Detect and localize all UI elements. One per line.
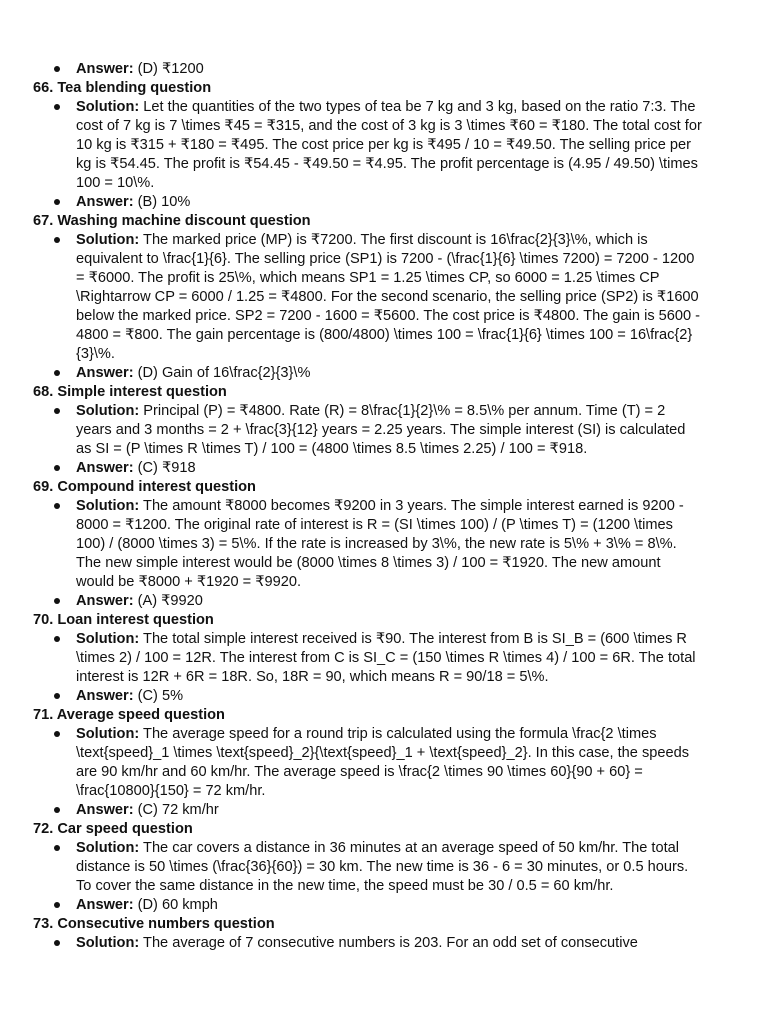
question-title: 66. Tea blending question: [33, 80, 212, 96]
solution-text: The car covers a distance in 36 minutes at an average speed of 50 km/hr. The total distance is 50 \times (\frac{36}{60}) = 30 km. The new time is 36 - 6 = 30 minutes, or 0.5 hours. To cover the same distance in the new time, the speed must be 30 / 0.5 = 60 km/hr.: [76, 840, 689, 894]
solution-item: [76, 725, 702, 801]
answer-text: (B) 10%: [137, 194, 191, 210]
answer-label: Answer:: [76, 897, 134, 913]
answer-item: [76, 193, 702, 212]
answer-label: Answer:: [76, 688, 134, 704]
solution-item: [76, 231, 702, 364]
solution-label: Solution:: [76, 99, 140, 115]
solution-item: [76, 630, 702, 687]
answer-label: Answer:: [76, 593, 134, 609]
solution-text: The total simple interest received is ₹90. The interest from B is SI_B = (600 \times R \times 2) / 100 = 12R. The interest from C is SI_C = (150 \times R \times 4) / 100 = 6R. The total interest is 12R + 6R = 18R. So, 18R = 90, which means R = 90/18 = 5\%.: [76, 631, 696, 685]
solution-text: The marked price (MP) is ₹7200. The first discount is 16\frac{2}{3}\%, which is equivalent to \frac{1}{6}. The selling price (SP1) is 7200 - (\frac{1}{6} \times 7200) = 7200 - 1200 = ₹6000. The profit is 25\%, which means SP1 = 1.25 \times CP, so 6000 = 1.25 \times CP \Rightarrow CP = 6000 / 1.25 = ₹4800. For the second scenario, the selling price (SP2) is ₹1600 below the marked price. SP2 = 7200 - 1600 = ₹5600. The cost price is ₹4800. The gain is 5600 - 4800 = ₹800. The gain percentage is (800/4800) \times 100 = \frac{1}{6} \times 100 = 16\frac{2}{3}\%.: [76, 232, 701, 362]
bullet-icon: [54, 465, 60, 471]
bullet-icon: [54, 66, 60, 72]
answer-item: [76, 592, 702, 611]
question-title: 73. Consecutive numbers question: [33, 916, 275, 932]
bullet-icon: [54, 902, 60, 908]
question-title: 69. Compound interest question: [33, 479, 256, 495]
solution-label: Solution:: [76, 840, 140, 856]
bullet-icon: [54, 199, 60, 205]
solution-label: Solution:: [76, 631, 140, 647]
answer-label: Answer:: [76, 802, 134, 818]
solution-label: Solution:: [76, 403, 140, 419]
answer-text: (D) 60 kmph: [137, 897, 218, 913]
answer-item: [76, 687, 702, 706]
bullet-icon: [54, 940, 60, 946]
bullet-icon: [54, 598, 60, 604]
solution-item: [76, 402, 702, 459]
solution-text: The amount ₹8000 becomes ₹9200 in 3 years. The simple interest earned is 9200 - 8000 = ₹1200. The original rate of interest is R = (SI \times 100) / (P \times T) = (1200 \times 100) / (8000 \times 3) = 5\%. If the rate is increased by 3\%, the new rate is 5\% + 3\% = 8\%. The new simple interest would be (8000 \times 8 \times 3) / 100 = ₹1920. The new amount would be ₹8000 + ₹1920 = ₹9920.: [76, 498, 684, 590]
solution-label: Solution:: [76, 498, 140, 514]
answer-item: [76, 459, 702, 478]
bullet-icon: [54, 807, 60, 813]
solution-label: Solution:: [76, 935, 140, 951]
solution-item: [76, 98, 702, 193]
solution-label: Solution:: [76, 726, 140, 742]
answer-item: [76, 801, 702, 820]
bullet-icon: [54, 693, 60, 699]
answer-item: [76, 60, 702, 79]
solution-text: The average speed for a round trip is calculated using the formula \frac{2 \times \text{speed}_1 \times \text{speed}_2}{\text{speed}_1 + \text{speed}_2}. In this case, the speeds are 90 km/hr and 60 km/hr. The average speed is \frac{2 \times 90 \times 60}{90 + 60} = \frac{10800}{150} = 72 km/hr.: [76, 726, 690, 799]
answer-label: Answer:: [76, 61, 134, 77]
solution-item: [76, 497, 702, 592]
bullet-icon: [54, 731, 60, 737]
answer-label: Answer:: [76, 460, 134, 476]
answer-item: [76, 364, 702, 383]
bullet-icon: [54, 408, 60, 414]
answer-text: (C) 5%: [137, 688, 184, 704]
question-title: 70. Loan interest question: [33, 612, 214, 628]
answer-label: Answer:: [76, 365, 134, 381]
question-title: 67. Washing machine discount question: [33, 213, 311, 229]
question-title: 72. Car speed question: [33, 821, 193, 837]
solution-item: [76, 934, 702, 953]
solution-text: The average of 7 consecutive numbers is 203. For an odd set of consecutive: [143, 935, 638, 951]
bullet-icon: [54, 237, 60, 243]
bullet-icon: [54, 845, 60, 851]
answer-label: Answer:: [76, 194, 134, 210]
bullet-icon: [54, 104, 60, 110]
answer-text: (A) ₹9920: [137, 593, 203, 609]
solution-item: [76, 839, 702, 896]
solution-label: Solution:: [76, 232, 140, 248]
bullet-icon: [54, 503, 60, 509]
bullet-icon: [54, 636, 60, 642]
question-title: 71. Average speed question: [33, 707, 225, 723]
solution-text: Principal (P) = ₹4800. Rate (R) = 8\frac{1}{2}\% = 8.5\% per annum. Time (T) = 2 years and 3 months = 2 + \frac{3}{12} years = 2.25 years. The simple interest (SI) is calculated as SI = (P \times R \times T) / 100 = (4800 \times 8.5 \times 2.25) / 100 = ₹918.: [76, 403, 686, 457]
answer-text: (D) ₹1200: [137, 61, 204, 77]
bullet-icon: [54, 370, 60, 376]
solution-text: Let the quantities of the two types of tea be 7 kg and 3 kg, based on the ratio 7:3. The cost of 7 kg is 7 \times ₹45 = ₹315, and the cost of 3 kg is 3 \times ₹60 = ₹180. The total cost for 10 kg is ₹315 + ₹180 = ₹495. The cost price per kg is ₹495 / 10 = ₹49.50. The selling price per kg is ₹54.45. The profit is ₹54.45 - ₹49.50 = ₹4.95. The profit percentage is (4.95 / 49.50) \times 100 = 10\%.: [76, 99, 702, 191]
answer-text: (C) 72 km/hr: [137, 802, 219, 818]
question-title: 68. Simple interest question: [33, 384, 227, 400]
answer-text: (D) Gain of 16\frac{2}{3}\%: [137, 365, 311, 381]
answer-item: [76, 896, 702, 915]
answer-text: (C) ₹918: [137, 460, 196, 476]
document-page: [0, 60, 776, 953]
